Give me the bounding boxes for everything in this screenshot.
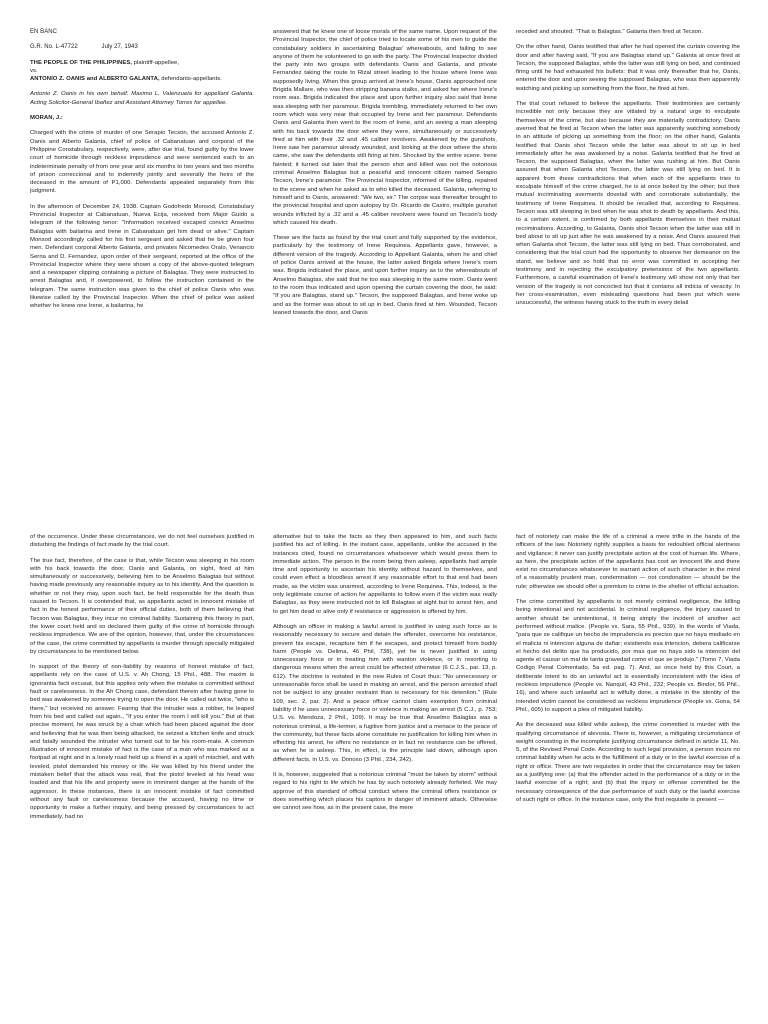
paragraph: In the afternoon of December 24, 1938. Captain Godofredo Monsod, Constabulary Provincial Inspector at Cabanatuan, Nueva Ecija, received from Major Guido a telegram of the following tenor: "Information received escaped convict Anselmo Balagtas with bailarina and Irene in Cabanatuan get him dead or alive." Captain Monsod accordingly called for his first sergeant and asked that he be given four men. Defendant corporal Alberto Galanta, and privates Nicomedes Oralo, Venancio Serna and D. Fernandez, upon order of their sergeant, reported at the office of the Provincial Inspector where they were shown a copy of the above-quoted telegram and a newspaper clipping containing a picture of Balagtas. They were instructed to arrest Balagtas and, if overpowered, to follow the instruction contained in the telegram. The same instruction was given to the chief of police Oanis who was likewise called by the Provincial Inspector. When the chief of police was asked whether he knew one Irene, a bailarina, he bbox=[30, 203, 254, 310]
paragraph: As the deceased was killed while asleep, the crime committed is murder with the qualifying circumstance of alevosia. There is, however, a mitigating circumstance of weight consisting in the incomplete justifying circumstance defined in article 11, No. 5, of the Revised Penal Code. According to such legal provision, a person incurs no criminal liability when he acts in the fulfillment of a duty or in the lawful exercise of a right or office. There are two requisites in order that the circumstance may be taken as a justifying one: (a) that the offender acted in the performance of a duty or in the lawful exercise of a right; and (b) that the injury or offense committed be the necessary consequence of the due performance of such duty or the lawful exercise of such right or office. In the instance case, only the first requisite is present — bbox=[516, 722, 740, 803]
case-number: G.R. No. L-47722 bbox=[30, 44, 78, 51]
paragraph: alternative but to take the facts as they then appeared to him, and such facts justified his act of killing. In the instant case, appellants, unlike the accused in the instances cited, found no circumstances whatsoever which would press them to immediate action. The person in the room being then asleep, appellants had ample time and opportunity to ascertain his identity without hazard to themselves, and could even effect a bloodless arrest if any reasonable effort to that end had been made, as the victim was unarmed, according to Irene Requinea. This, indeed, is the only legitimate course of action for appellants to follow even if the victim was really Balagtas, as they were instructed not to kill Balagtas at sight but to arrest him, and to get him dead or alive only if resistance or aggression is offered by him. bbox=[273, 534, 497, 615]
plaintiff-role: plaintiff-appellee, bbox=[133, 59, 180, 66]
paragraph: In support of the theory of non-liability by reasons of honest mistake of fact, appellants rely on the case of U.S. v. Ah Chong, 15 Phil., 488. The maxim is ignorantia facti excusat, but this applies only when the mistake is committed without fault or carelessness. In the Ah Chong case, defendant therein after having gone to bed was awakened by someone trying to open the door. He called out twice, "who is there," but received no answer. Fearing that the intruder was a robber, he leaped from his bed and called out again., "If you enter the room I will kill you." But at that precise moment, he was struck by a chair which had been placed against the door and believing that he was then being attacked, he seized a kitchen knife and struck and fatally wounded the intruder who turned out to be his room-mate. A common illustration of innocent mistake of fact is the case of a man who was marked as a footpad at night and in a lonely road held up a friend in a spirit of mischief, and with leveled, pistol demanded his money or life. He was killed by his friend under the mistaken belief that the attack was real, that the pistol leveled at his head was loaded and that his life and property were in imminent danger at the hands of the aggressor. In these instances, there is an innocent mistake of fact committed without any fault or carelessness because the accused, having no time or opportunity to make a further inquiry, and being pressed by circumstances to act immediately, had no bbox=[30, 664, 254, 820]
paragraph: Although an officer in making a lawful arrest is justified in using such force as is reasonably necessary to secure and detain the offender, overcome his resistance, prevent his escape, recapture him if he escapes, and protect himself from bodily harm (People vs. Delima, 46 Phil, 738), yet he is never justified in using unnecessary force or in treating him with wanton violence, or in resorting to dangerous means when the arrest could be effected otherwise (6 C.J.S., par. 13, p. 612). The doctrine is restated in the new Rules of Court thus: "No unnecessary or unreasonable force shall be used in making an arrest, and the person arrested shall not be subject to any greater restraint than is necessary for his detention." (Rule 109, sec. 2, par. 2). And a peace officer cannot claim exemption from criminal liability if he uses unnecessary force or violence in making an arrest (5 C.J., p. 753; U.S. vs. Mendoza, 2 Phil., 109). It may be true that Anselmo Balagtas was a notorious criminal, a life-termer, a fugitive from justice and a menace to the peace of the community, but these facts alone constitute no justification for killing him when in effecting his arrest, he offers no resistance or in fact no resistance can be offered, as when he is asleep. This, in effect, is the principle laid down, although upon different facts, in U.S. vs. Donoso (3 Phil., 234, 242). bbox=[273, 623, 497, 763]
paragraph: On the other hand, Oanis testified that after he had opened the curtain covering the door and after having said, "If you are Balagtas stand up." Galanta at once fired at Tecson, the supposed Balagtas, while the latter was still lying on bed, and continued firing until he had exhausted his bullets: that it was only thereafter that he, Oanis, entered the door and upon seeing the supposed Balagtas, who was then apparently watching and picking up something from the floor, he fired at him. bbox=[516, 44, 740, 92]
defendants-role: defendants-appellants. bbox=[161, 76, 222, 83]
plaintiff-name: THE PEOPLE OF THE PHILIPPINES, bbox=[30, 59, 132, 66]
paragraph: Charged with the crime of murder of one Serapio Tecson, the accused Antonio Z. Oanis and Alberto Galanta, chief of police of Cabanatuan and corporal of the Philippine Constabulary, respectively, were, after due trial, found guilty by the lower court of homicide through reckless imprudence and were sentenced each to an indeterminate penalty of from one year and six months to two years and two months of prison correccional and to indemnify jointly and severally the heirs of the deceased in the amount of P1,000. Defendants appealed separately from this judgment. bbox=[30, 130, 254, 195]
section-divider bbox=[0, 513, 768, 514]
bottom-column-2 bbox=[273, 533, 497, 1003]
court-division: EN BANC bbox=[30, 29, 58, 35]
bottom-section bbox=[30, 533, 740, 1003]
versus: vs. bbox=[30, 67, 38, 74]
bottom-column-3 bbox=[516, 533, 740, 1003]
counsel-appearances: Antonio Z. Oanis in his own behalf. Maximo L. Valenzuela for appellant Galanta. Acting Solicitor-General Ibañez and Assistant Attorney Torres for appellee. bbox=[30, 91, 254, 106]
paragraph: answered that he knew one of loose morals of the same name. Upon request of the Provincial Inspector, the chief of police tried to locate some of his men to guide the constabulary soldiers in ascertaining Balagtas' whereabouts, and failing to see anyone of them he volunteered to go with the party. The Provincial Inspector divided the party into two groups with defendants Oanis and Galanta, and private Fernandez taking the route to Rizal street leading to the house where Irene was supposedly living. When this group arrived at Irene's house, Oanis approached one Brigida Mallare, who was then stripping banana stalks, and asked her where Irene's room was. Brigida indicated the place and upon further inquiry also said that Irene was sleeping with her paramour. Brigida trembling, immediately returned to her own room which was very near that occupied by Irene and her paramour. Defendants Oanis and Galanta then went to the room of Irene, and an seeing a man sleeping with his back towards the door where they were, simultaneously or successively fired at him with their .32 and .45 caliber revolvers. Awakened by the gunshots, Irene saw her paramour already wounded, and looking at the door where the shots came, she saw the defendants still firing at him. Shocked by the entire scene. Irene fainted; it turned out later that the person shot and killed was not the notorious criminal Anselmo Balagtas but a peaceful and innocent citizen named Serapio Tecson, Irene's paramour. The Provincial Inspector, informed of the killing, repaired to the scene and when he asked as to who killed the deceased. Galanta, referring to himself and to Oanis, answered: "We two, sir." The corpse was thereafter brought to the provincial hospital and upon autopsy by Dr. Ricardo de Castro, multiple gunshot wounds inflicted by a .32 and a .45 caliber revolvers were found on Tecson's body which caused his death. bbox=[273, 29, 497, 226]
paragraph: receded and shouted: "That is Balagtas." Galanta then fired at Tecson. bbox=[516, 29, 704, 35]
defendants-names: ANTONIO Z. OANIS and ALBERTO GALANTA, bbox=[30, 76, 160, 83]
paragraph: The true fact, therefore, of the case is that, while Tecson was sleeping in his room with his back towards the door, Oanis and Galanta, on sight, fired at him simultaneously or successively, believing him to be Anselmo Balagtas but without having made previously any reasonable inquiry as to his identity. And the question is whether or not they may, upon such fact, be held responsible for the death thus caused to Tecson. It is contended that, as appellants acted in innocent mistake of fact in the honest performance of their official duties, both of them believing that Tecson was Balagtas, they incur no criminal liability. Sustaining this theory in part, the lower court held and so declared them guilty of the crime of homicide through reckless imprudence. We are of the opinion, however, that, under the circumstances of the case, the crime committed by appellants is murder through specially mitigated by circumstances to be mentioned below. bbox=[30, 557, 254, 655]
top-column-2 bbox=[273, 28, 497, 493]
paragraph: of the occurrence. Under these circumstances, we do not feel ourselves justified in disturbing the findings of fact made by the trial court. bbox=[30, 534, 254, 549]
top-column-1 bbox=[30, 28, 254, 493]
paragraph: The crime committed by appellants is not merely criminal negligence, the killing being intentional and not accidental. In criminal negligence, the injury caused to another should be unintentional, it being simply the incident of another act performed without malice. (People vs. Sara, 55 Phil., 939). In the words of Viada, "para que se califique un hecho de imprudencia es preciso que no haya mediado en el malicia ni intencion alguna de dañar; existiendo esa intencion, debera calificarse el hecho del delito que ha producido, por mas que no haya sido la intencion del agente el causar un mal de tanta gravedad como el que se produjo." (Tomo 7, Viada Codigo Penal Comentado, 5a ed. pag. 7). And, as once held by this Court, a deliberate intent to do an unlawful act is essentially inconsistent with the idea of reckless imprudence (People vs. Nanquil, 43 Phil., 232; People vs. Bindor, 56 Phil., 16), and where such unlawful act is wilfully done, a mistake in the identity of the intended victim cannot be considered as reckless imprudence (People vs. Gona, 54 Phil., 605) to support a plea of mitigated liability. bbox=[516, 599, 740, 713]
paragraph: fact of notoriety can make the life of a criminal a mere trifle in the hands of the officers of the law. Notoriety rightly supplies a basis for redoubled official alertness and vigilance; it never can justify precipitate action at the cost of human life. Where, as here, the precipitate action of the appellants has cost an innocent life and there exist no circumstances whatsoever to warrant action of such character in the mind of a reasonably prudent man, condemnation — not condonation — should be the rule; otherwise we should offer a premium to crime in the shelter of official actuation. bbox=[516, 534, 740, 590]
top-section bbox=[30, 28, 740, 493]
ponente: MORAN, J.: bbox=[30, 115, 63, 122]
paragraph: It is, however, suggested that a notorious criminal "must be taken by storm" without regard to his right to life which he has by such notoriety already forfeited. We may approve of this standard of official conduct where the criminal offers resistance or does something which places his captors in danger of imminent attack. Otherwise we cannot see how, as in the present case, the mere bbox=[273, 772, 497, 812]
case-parties bbox=[30, 59, 254, 84]
bottom-column-1 bbox=[30, 533, 254, 1003]
paragraph: These are the facts as found by the trial court and fully supported by the evidence, particularly by the testimony of Irene Requinea. Appellants gave, however, a different version of the tragedy. According to Appellant Galanta, when he and chief of police Oanis arrived at the house, the latter asked Brigida where Irene's room was. Brigida indicated the place, and upon further inquiry as to the whereabouts of Anselmo Balagtas, she said that he too was sleeping in the same room. Oanis went to the room thus indicated and upon opening the curtain covering the door, he said: "If you are Balagtas, stand up." Tecson, the supposed Balagtas, and Irene woke up and as the former was about to sit up in bed. Oanis fired at him. Wounded, Tecson leaned towards the door, and Oanis bbox=[273, 235, 497, 316]
paragraph: The trial court refused to believe the appellants. Their testimonies are certainly incredible not only because they are vitiated by a natural urge to exculpate themselves of the crime, but also because they are materially contradictory. Oanis averred that he fired at Tecson when the latter was apparently watching somebody in an attitude of picking up something from the floor; on the other hand, Galanta testified that Oanis shot Tecson while the latter was about to sit up in bed immediately after he was awakened by a noise. Galanta testified that he fired at Tecson, the supposed Balagtas, when the latter was rushing at him. But Oanis assured that when Galanta shot Tecson, the latter was still lying on bed. It is apparent from these contradictions that when each of the appellants tries to exculpate himself of the crime charged, he is at once belied by the other; but their mutual incriminating averments dovetail with and corroborate substantially, the testimony of Irene Requinea. It should be recalled that, according to Requinea, Tecson was still sleeping in bed when he was shot to death by appellants. And this, to a certain extent, is confirmed by both appellants themselves in their mutual recriminations. According, to Galanta, Oanis shot Tecson when the latter was still in bed about to sit up just after he was awakened by a noise. And Oanis assured that when Galanta shot Tecson, the latter was still lying on bed. Thus corroborated, and considering that the trial court had the opportunity to observe her demeanor on the stand, we believe and so hold that no error was committed in accepting her testimony and in rejecting the exculpatory pretensions of the two appellants. Furthermore, a careful examination of Irene's testimony will show not only that her version of the tragedy is not concocted but that it contains all indicia of veracity. In her cross-examination, even misleading questions had been put which were unsuccessful, the witness having stuck to the truth in every detail bbox=[516, 101, 740, 307]
decision-date: July 27, 1943 bbox=[101, 44, 138, 51]
case-number-line bbox=[30, 43, 254, 51]
top-column-3 bbox=[516, 28, 740, 493]
